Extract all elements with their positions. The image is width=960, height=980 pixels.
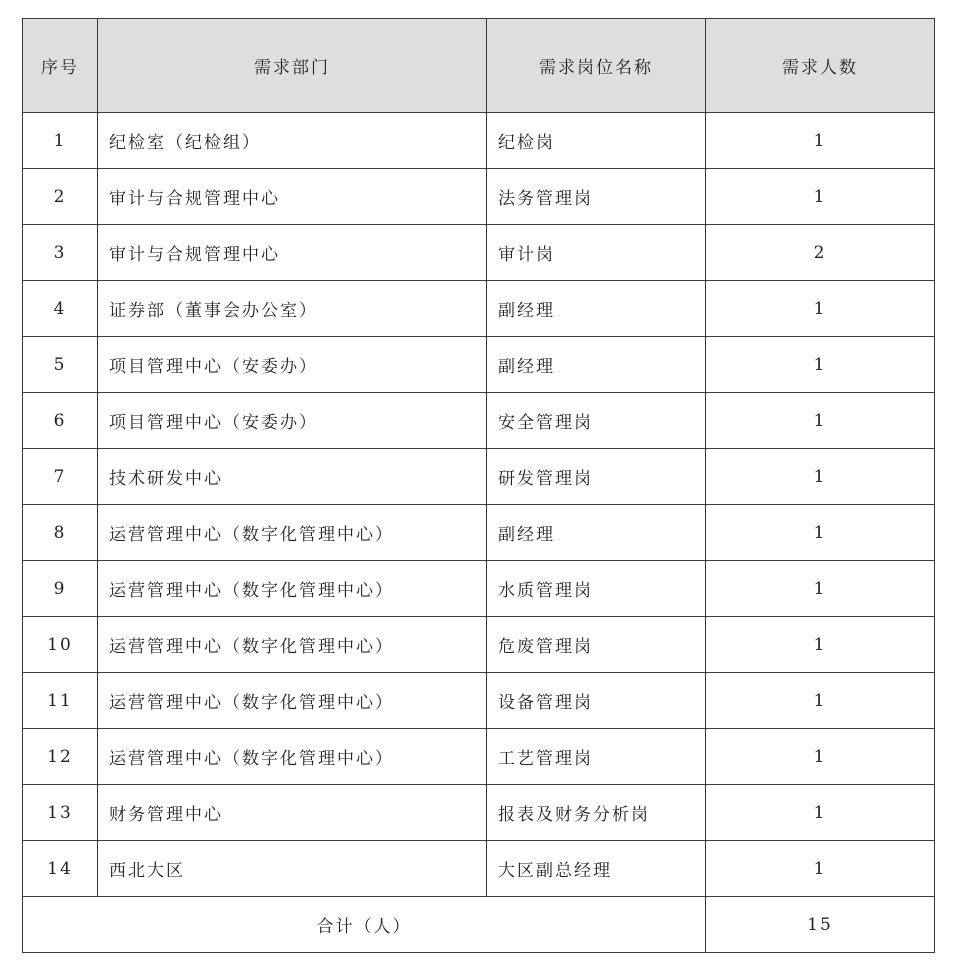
cell-count: 1: [706, 449, 935, 505]
cell-count: 1: [706, 337, 935, 393]
cell-position: 安全管理岗: [487, 393, 706, 449]
cell-no: 5: [23, 337, 98, 393]
table-row: [23, 281, 935, 337]
cell-dept: 西北大区: [98, 841, 487, 897]
cell-position: 副经理: [487, 337, 706, 393]
cell-no: 11: [23, 673, 98, 729]
cell-no: 12: [23, 729, 98, 785]
cell-dept: 项目管理中心（安委办）: [98, 393, 487, 449]
cell-no: 10: [23, 617, 98, 673]
cell-no: 13: [23, 785, 98, 841]
header-row: [23, 19, 935, 113]
cell-count: 1: [706, 113, 935, 169]
total-row: [23, 897, 935, 953]
cell-position: 设备管理岗: [487, 673, 706, 729]
table-row: [23, 449, 935, 505]
cell-dept: 技术研发中心: [98, 449, 487, 505]
cell-count: 1: [706, 505, 935, 561]
table-row: [23, 113, 935, 169]
cell-no: 2: [23, 169, 98, 225]
cell-no: 9: [23, 561, 98, 617]
table-row: [23, 729, 935, 785]
cell-count: 1: [706, 841, 935, 897]
cell-dept: 证券部（董事会办公室）: [98, 281, 487, 337]
cell-count: 1: [706, 673, 935, 729]
cell-position: 报表及财务分析岗: [487, 785, 706, 841]
table-row: [23, 225, 935, 281]
cell-dept: 项目管理中心（安委办）: [98, 337, 487, 393]
cell-count: 1: [706, 393, 935, 449]
cell-no: 1: [23, 113, 98, 169]
cell-dept: 运营管理中心（数字化管理中心）: [98, 617, 487, 673]
cell-dept: 审计与合规管理中心: [98, 225, 487, 281]
cell-count: 1: [706, 617, 935, 673]
cell-no: 14: [23, 841, 98, 897]
table-row: [23, 841, 935, 897]
cell-dept: 运营管理中心（数字化管理中心）: [98, 729, 487, 785]
cell-dept: 纪检室（纪检组）: [98, 113, 487, 169]
header-count: 需求人数: [706, 19, 935, 113]
cell-position: 审计岗: [487, 225, 706, 281]
table-row: [23, 505, 935, 561]
total-count: 15: [706, 897, 935, 953]
cell-count: 1: [706, 729, 935, 785]
cell-count: 1: [706, 281, 935, 337]
cell-dept: 运营管理中心（数字化管理中心）: [98, 561, 487, 617]
cell-position: 副经理: [487, 505, 706, 561]
header-no: 序号: [23, 19, 98, 113]
cell-count: 1: [706, 169, 935, 225]
table-row: [23, 561, 935, 617]
cell-dept: 运营管理中心（数字化管理中心）: [98, 505, 487, 561]
cell-no: 3: [23, 225, 98, 281]
cell-position: 法务管理岗: [487, 169, 706, 225]
table-row: [23, 673, 935, 729]
total-label: 合计（人）: [23, 897, 706, 953]
table-row: [23, 617, 935, 673]
table-body: [23, 113, 935, 953]
cell-dept: 审计与合规管理中心: [98, 169, 487, 225]
table-row: [23, 393, 935, 449]
cell-position: 大区副总经理: [487, 841, 706, 897]
cell-count: 1: [706, 561, 935, 617]
cell-position: 危废管理岗: [487, 617, 706, 673]
table-row: [23, 337, 935, 393]
header-dept: 需求部门: [98, 19, 487, 113]
cell-position: 研发管理岗: [487, 449, 706, 505]
cell-count: 1: [706, 785, 935, 841]
cell-no: 6: [23, 393, 98, 449]
cell-dept: 财务管理中心: [98, 785, 487, 841]
cell-no: 8: [23, 505, 98, 561]
cell-position: 水质管理岗: [487, 561, 706, 617]
cell-no: 4: [23, 281, 98, 337]
cell-dept: 运营管理中心（数字化管理中心）: [98, 673, 487, 729]
recruitment-demand-table: [22, 18, 935, 953]
header-position: 需求岗位名称: [487, 19, 706, 113]
cell-count: 2: [706, 225, 935, 281]
cell-position: 副经理: [487, 281, 706, 337]
table-row: [23, 169, 935, 225]
table-header: [23, 19, 935, 113]
cell-no: 7: [23, 449, 98, 505]
cell-position: 纪检岗: [487, 113, 706, 169]
table-row: [23, 785, 935, 841]
cell-position: 工艺管理岗: [487, 729, 706, 785]
